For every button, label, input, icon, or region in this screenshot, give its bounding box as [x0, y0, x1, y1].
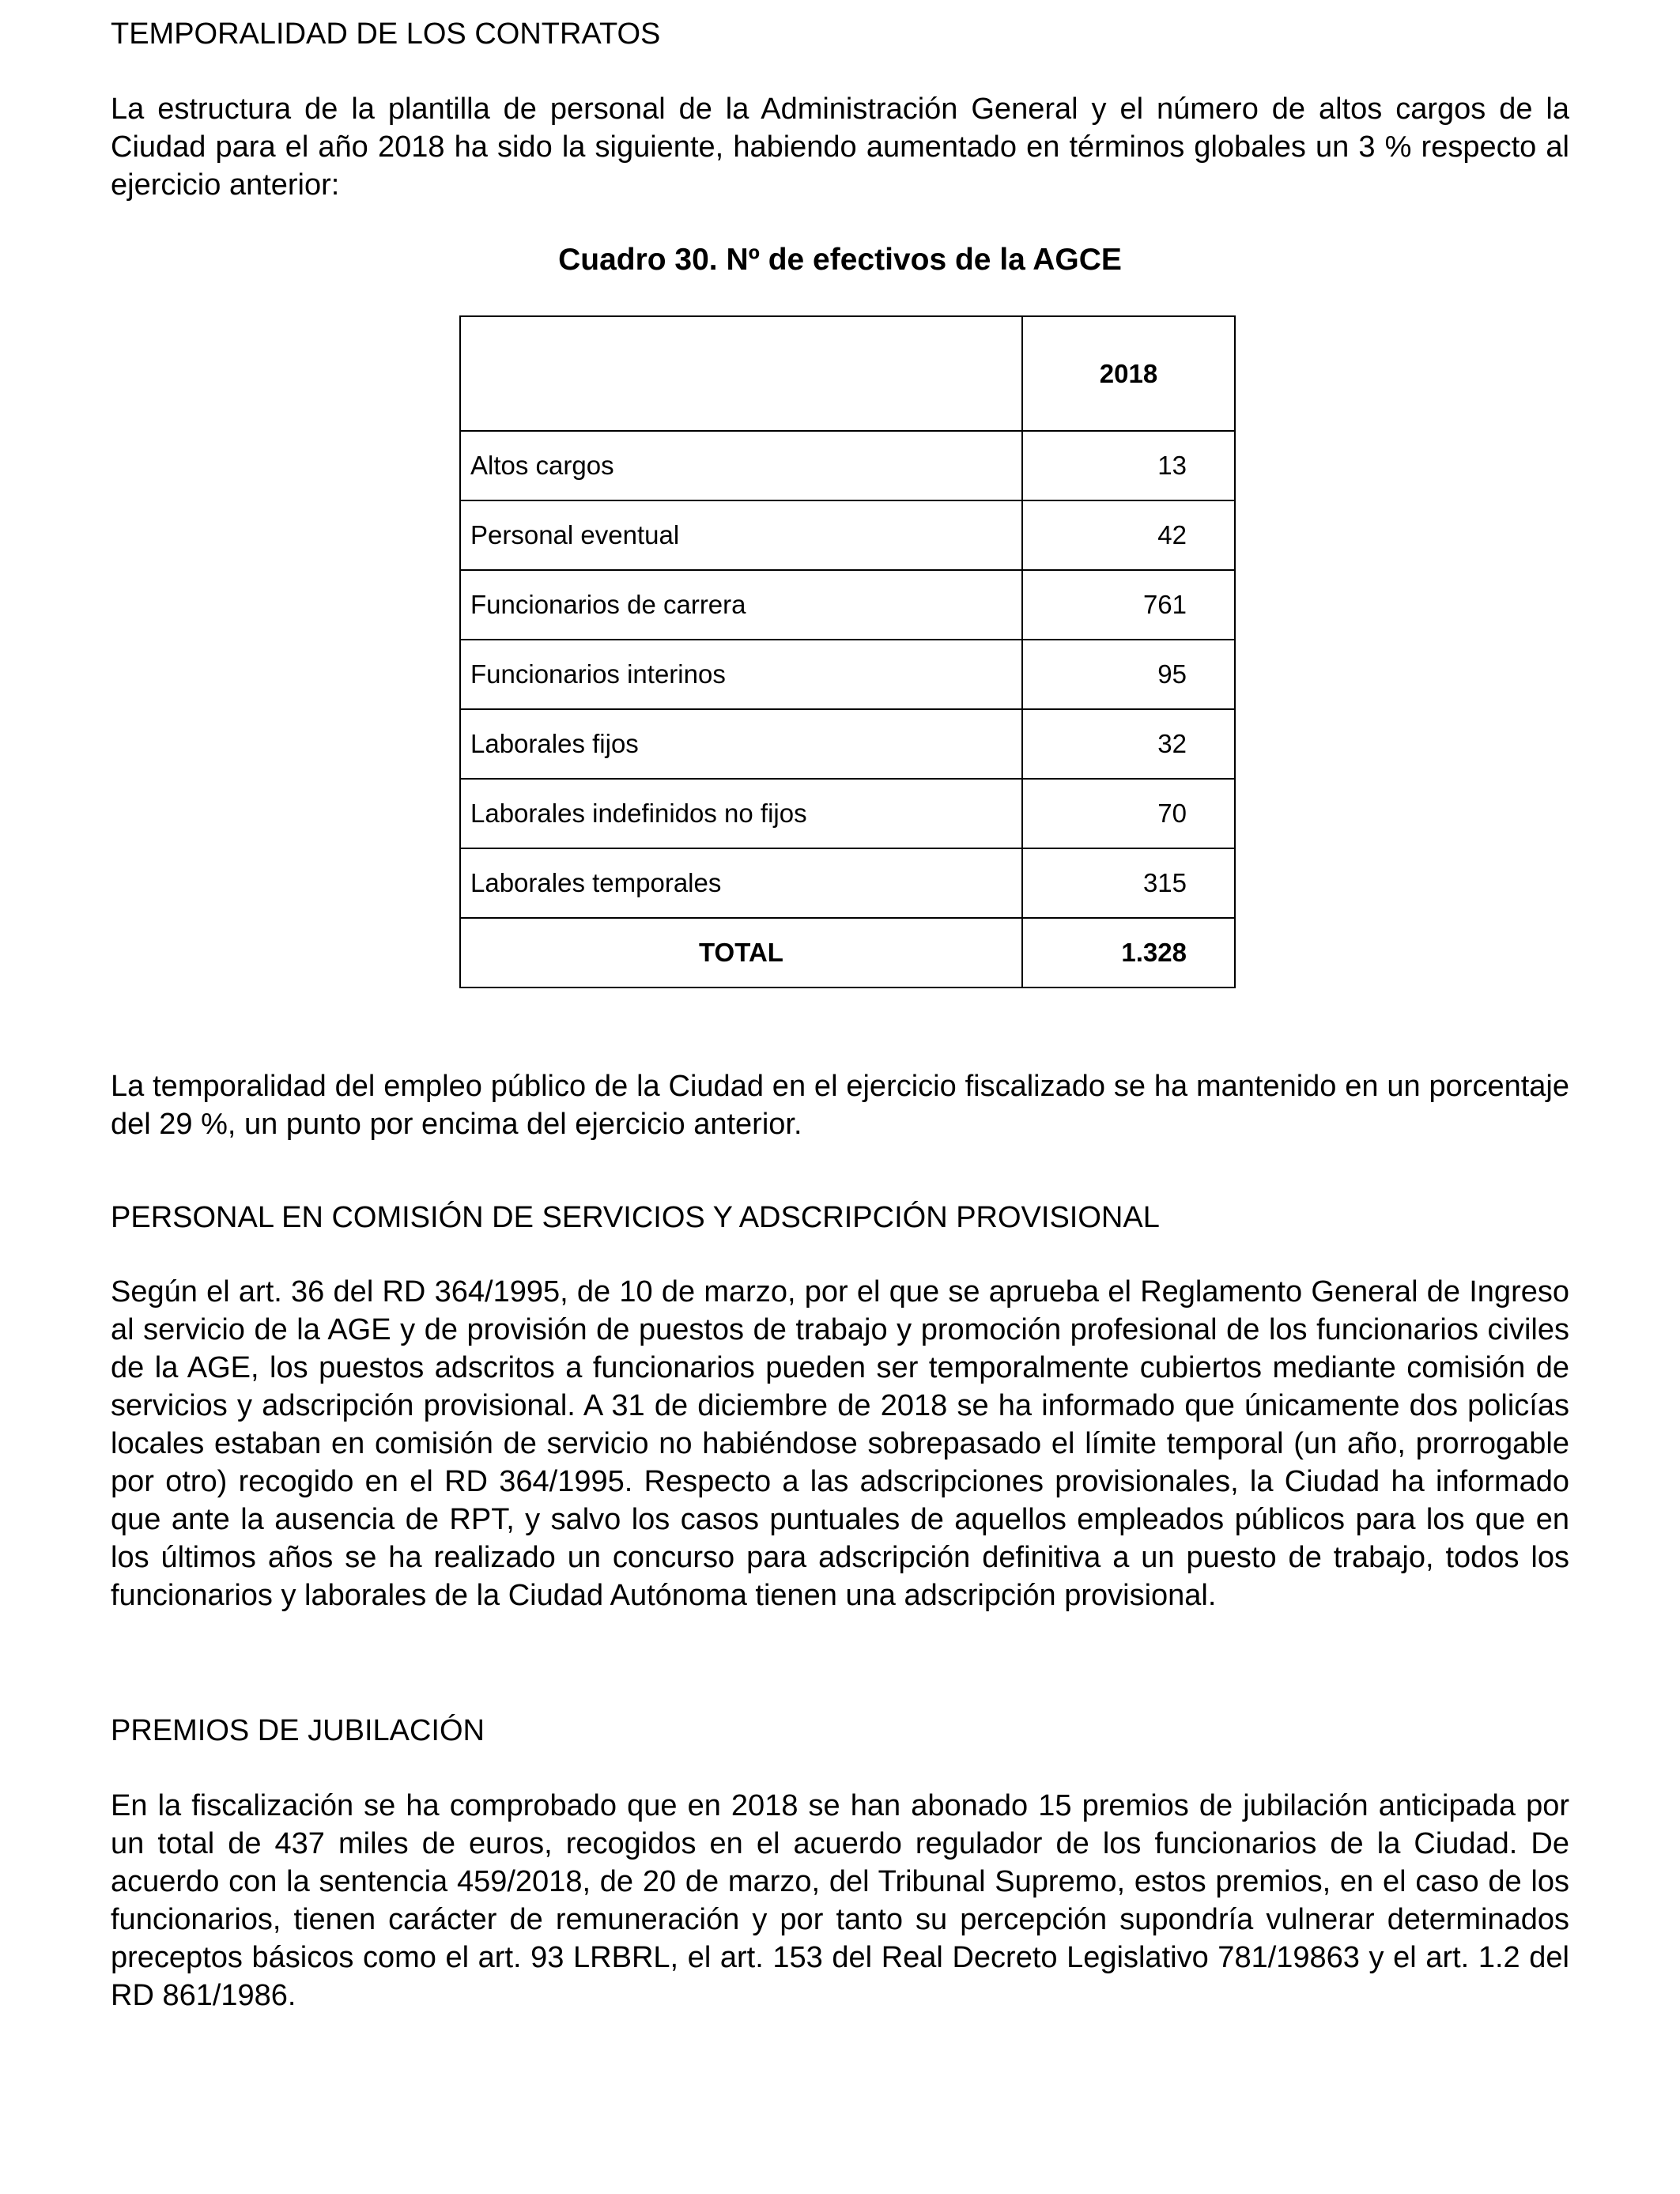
table-header-row: [460, 316, 1235, 431]
table-row: [460, 431, 1235, 500]
section-heading-comision: PERSONAL EN COMISIÓN DE SERVICIOS Y ADSCRIPCIÓN PROVISIONAL: [111, 1201, 1160, 1234]
row-label: Funcionarios de carrera: [460, 570, 1022, 640]
row-value: 95: [1022, 640, 1235, 709]
table-total-row: [460, 918, 1235, 987]
table-row: [460, 500, 1235, 570]
table-row: [460, 779, 1235, 848]
row-value: 32: [1022, 709, 1235, 779]
comision-paragraph: Según el art. 36 del RD 364/1995, de 10 de marzo, por el que se aprueba el Reglamento General de Ingreso al servicio de la AGE y de provisión de puestos de trabajo y promoción profesional de los funcionarios civiles de la AGE, los puestos adscritos a funcionarios pueden ser temporalmente cubiertos mediante comisión de servicios y adscripción provisional. A 31 de diciembre de 2018 se ha informado que únicamente dos policías locales estaban en comisión de servicio no habiéndose sobrepasado el límite temporal (un año, prorrogable por otro) recogido en el RD 364/1995. Respecto a las adscripciones provisionales, la Ciudad ha informado que ante la ausencia de RPT, y salvo los casos puntuales de aquellos empleados públicos para los que en los últimos años se ha realizado un concurso para adscripción definitiva a un puesto de trabajo, todos los funcionarios y laborales de la Ciudad Autónoma tienen una adscripción provisional.: [111, 1275, 1569, 1612]
row-value: 70: [1022, 779, 1235, 848]
table-row: [460, 570, 1235, 640]
table-header-label: [460, 316, 1022, 431]
row-value: 13: [1022, 431, 1235, 500]
row-label: Personal eventual: [460, 500, 1022, 570]
row-label: Altos cargos: [460, 431, 1022, 500]
row-value: 315: [1022, 848, 1235, 918]
jubilacion-paragraph: En la fiscalización se ha comprobado que en 2018 se han abonado 15 premios de jubilación anticipada por un total de 437 miles de euros, recogidos en el acuerdo regulador de los funcionarios de la Ciudad. De acuerdo con la sentencia 459/2018, de 20 de marzo, del Tribunal Supremo, estos premios, en el caso de los funcionarios, tienen carácter de remuneración y por tanto su percepción supondría vulnerar determinados preceptos básicos como el art. 93 LRBRL, el art. 153 del Real Decreto Legislativo 781/19863 y el art. 1.2 del RD 861/1986.: [111, 1789, 1569, 2012]
row-label: Laborales fijos: [460, 709, 1022, 779]
intro-paragraph: La estructura de la plantilla de personal de la Administración General y el número de altos cargos de la Ciudad para el año 2018 ha sido la siguiente, habiendo aumentado en términos globales un 3 % respecto al ejercicio anterior:: [111, 93, 1569, 202]
table-row: [460, 640, 1235, 709]
staff-table: [459, 315, 1236, 988]
section-heading-jubilacion: PREMIOS DE JUBILACIÓN: [111, 1714, 485, 1747]
row-value: 42: [1022, 500, 1235, 570]
total-label: TOTAL: [460, 918, 1022, 987]
table-row: [460, 848, 1235, 918]
total-value: 1.328: [1022, 918, 1235, 987]
row-label: Laborales temporales: [460, 848, 1022, 918]
table-body: [460, 431, 1235, 918]
row-value: 761: [1022, 570, 1235, 640]
row-label: Funcionarios interinos: [460, 640, 1022, 709]
row-label: Laborales indefinidos no fijos: [460, 779, 1022, 848]
section-heading-temporalidad: TEMPORALIDAD DE LOS CONTRATOS: [111, 17, 661, 51]
table-title: Cuadro 30. Nº de efectivos de la AGCE: [558, 243, 1122, 277]
table-header-year: 2018: [1022, 316, 1235, 431]
table-row: [460, 709, 1235, 779]
temporality-paragraph: La temporalidad del empleo público de la Ciudad en el ejercicio fiscalizado se ha mantenido en un porcentaje del 29 %, un punto por encima del ejercicio anterior.: [111, 1070, 1569, 1141]
